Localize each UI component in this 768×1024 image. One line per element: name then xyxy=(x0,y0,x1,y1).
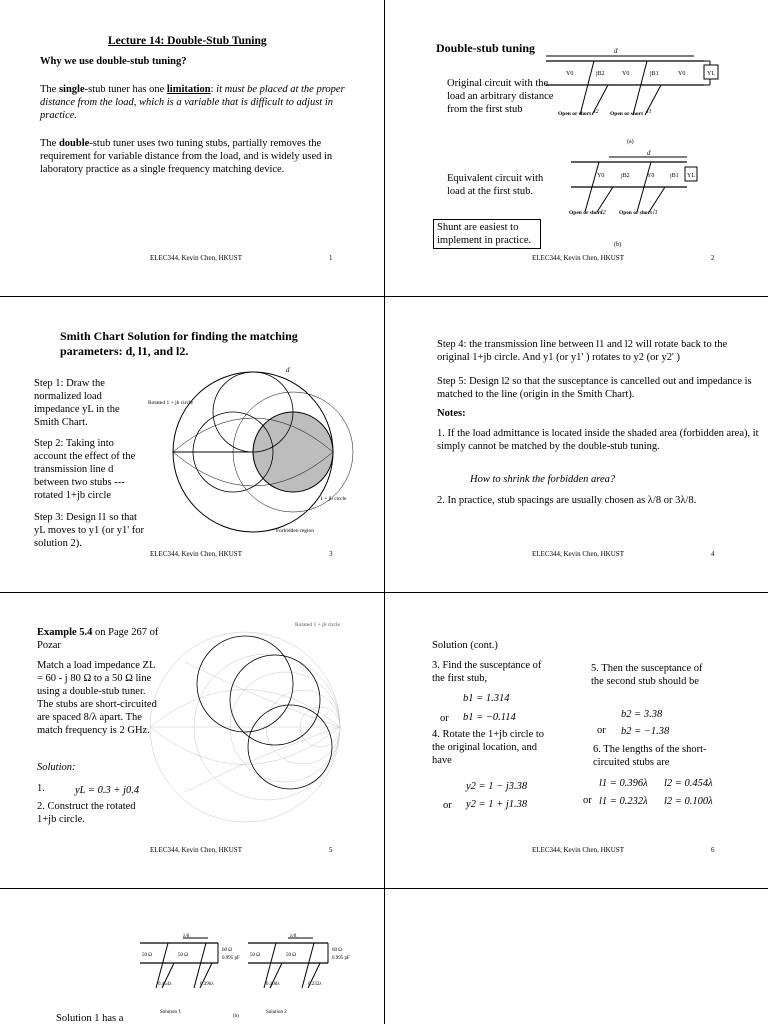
slide-title: Smith Chart Solution for finding the matching parameters: d, l1, and l2. xyxy=(60,329,298,358)
solution-1-label: Solution 1 xyxy=(160,1010,181,1015)
b2-value-a: b2 = 3.38 xyxy=(621,709,663,720)
slide-footer: ELEC344, Kevin Chen, HKUST xyxy=(150,846,242,854)
stub-1-line xyxy=(633,61,647,115)
paragraph-single-stub: The single-stub tuner has one limitation: it must be placed at the proper distance from the load, which is a variable that is difficult to adjust in practice. xyxy=(40,84,345,121)
d-label: d xyxy=(647,149,651,157)
slide-5 xyxy=(0,592,384,888)
smith-chart-diagram xyxy=(148,364,358,544)
slide-title: Double-stub tuning xyxy=(436,41,536,55)
paragraph-double-stub: The double-stub tuner uses two tuning stubs, partially removes the requirement for variable distance from the load, and is widely used in laboratory practice as a single frequency matching device. xyxy=(40,138,333,175)
question-text: How to shrink the forbidden area? xyxy=(470,474,616,485)
slide-7 xyxy=(0,888,384,1024)
circuit-diagram-a xyxy=(544,45,734,150)
l2-label: l2 xyxy=(594,109,599,115)
slide-2 xyxy=(384,0,768,296)
y0-label: Y0 xyxy=(566,71,574,77)
caption-b: (b) xyxy=(614,242,621,248)
d-label: d xyxy=(614,47,618,55)
caption-b: (b) xyxy=(233,1014,239,1019)
open-short-label: Open or short xyxy=(569,210,602,216)
solution-label: Solution: xyxy=(37,762,76,773)
rotated-circle-label: Rotated 1 + jb circle xyxy=(295,622,340,628)
l2-value-a: l2 = 0.454λ xyxy=(664,778,713,789)
l2-value-b: l2 = 0.100λ xyxy=(664,796,713,807)
slide-footer: ELEC344, Kevin Chen, HKUST xyxy=(532,846,624,854)
lambda-label: λ/8 xyxy=(183,934,190,939)
jb2-label: jB2 xyxy=(621,173,630,179)
l1-label: l1 xyxy=(647,109,652,115)
note-2-text: 2. In practice, stub spacings are usually chosen as λ/8 or 3λ/8. xyxy=(437,495,697,506)
open-short-label: Open or short xyxy=(610,111,643,117)
ohm-label: 60 Ω xyxy=(332,948,342,953)
text-original-circuit: Original circuit with the load an arbitrary distance from the first stub xyxy=(447,78,554,115)
y0-label: Y0 xyxy=(647,173,655,179)
rotated-circle-label: Rotated 1 + jb circle xyxy=(148,400,193,406)
step-2-text: 2. Construct the rotated 1+jb circle. xyxy=(37,801,136,825)
step-4-text: Step 4: the transmission line between l1 and l2 will rotate back to the original 1+jb circle. And y1 (or y1' ) rotates to y2 (or y2' ) xyxy=(437,339,728,363)
step-3-text: Step 3: Design l1 so that yL moves to y1 (or y1' for solution 2). xyxy=(34,512,144,549)
smith-chart-grid xyxy=(145,622,345,832)
ohm-label: 50 Ω xyxy=(178,953,188,958)
b1-value-b: b1 = −0.114 xyxy=(463,712,516,723)
forbidden-region-label: Forbidden region xyxy=(276,528,315,534)
note-1-text: 1. If the load admittance is located inside the shaded area (forbidden area), it simply cannot be matched by the double-stub tuning. xyxy=(437,428,759,452)
yl-label: YL xyxy=(707,71,715,77)
b2-value-b: b2 = −1.38 xyxy=(621,726,670,737)
slide-title: Lecture 14: Double-Stub Tuning xyxy=(108,35,267,47)
example-text: Example 5.4 on Page 267 of Pozar xyxy=(37,627,159,651)
y0-label: Y0 xyxy=(678,71,686,77)
slide-footer: ELEC344, Kevin Chen, HKUST xyxy=(532,254,624,262)
y2-value-a: y2 = 1 − j3.38 xyxy=(466,781,528,792)
open-short-label: Open or short xyxy=(558,111,591,117)
or-label: or xyxy=(583,795,592,806)
forbidden-region xyxy=(253,412,333,492)
step-2-text: Step 2: Taking into account the effect of the transmission line d between two stubs --- rotated 1+jb circle xyxy=(34,438,136,501)
problem-text: Match a load impedance ZL = 60 - j 80 Ω to a 50 Ω line using a double-stub tuner. The stubs are short-circuited are spaced 8/λ apart. The match frequency is 2 GHz. xyxy=(37,660,157,736)
solution-circuits-diagram xyxy=(138,933,373,1018)
slide-6 xyxy=(384,592,768,888)
ohm-label: 50 Ω xyxy=(250,953,260,958)
l1-value-a: l1 = 0.396λ xyxy=(599,778,648,789)
d-label: d xyxy=(286,366,290,374)
y2-value-b: y2 = 1 + j1.38 xyxy=(466,799,528,810)
jb1-label: jB1 xyxy=(650,71,659,77)
cap-label: 0.995 pF xyxy=(222,956,240,961)
caption-a: (a) xyxy=(627,139,634,145)
notes-heading: Notes: xyxy=(437,408,466,419)
open-short-label: Open or short xyxy=(619,210,652,216)
slide-footer: ELEC344, Kevin Chen, HKUST xyxy=(150,254,242,262)
circuit-diagram-b xyxy=(569,149,719,252)
or-label: or xyxy=(440,713,449,724)
page-number: 1 xyxy=(329,254,333,262)
yl-equation: yL = 0.3 + j0.4 xyxy=(75,785,140,796)
stub-2-line xyxy=(580,61,594,115)
step-3-text: 3. Find the susceptance of the first stub, xyxy=(432,660,542,684)
rotated-circle xyxy=(197,636,293,732)
l1-label: l1 xyxy=(653,210,658,216)
stub-length-label: 0.232λ xyxy=(308,982,322,987)
b1-value-a: b1 = 1.314 xyxy=(463,693,510,704)
text-equivalent-circuit: Equivalent circuit with load at the first stub. xyxy=(447,173,544,197)
slide-footer: ELEC344, Kevin Chen, HKUST xyxy=(532,550,624,558)
step-5-text: 5. Then the susceptance of the second stub should be xyxy=(591,663,703,687)
yl-label: YL xyxy=(687,173,695,179)
solution-1-text: Solution 1 has a xyxy=(56,1013,124,1024)
y0-label: Y0 xyxy=(622,71,630,77)
onejb-circle-label: 1 + jb circle xyxy=(320,496,347,502)
lambda-label: λ/8 xyxy=(290,934,297,939)
slide-footer: ELEC344, Kevin Chen, HKUST xyxy=(150,550,242,558)
or-label: or xyxy=(443,800,452,811)
page-number: 2 xyxy=(711,254,715,262)
step-4-text: 4. Rotate the 1+jb circle to the original location, and have xyxy=(432,729,545,766)
ohm-label: 50 Ω xyxy=(286,953,296,958)
solution-2-label: Solution 2 xyxy=(266,1010,287,1015)
slide-1 xyxy=(0,0,384,296)
stub-length-label: 0.396λ xyxy=(200,982,214,987)
stub-length-label: 0.454λ xyxy=(158,982,172,987)
l1-value-b: l1 = 0.232λ xyxy=(599,796,648,807)
y0-label: Y0 xyxy=(597,173,605,179)
step-1-number: 1. xyxy=(37,783,45,794)
or-label: or xyxy=(597,725,606,736)
step-6-text: 6. The lengths of the short-circuited stubs are xyxy=(593,744,707,768)
solution-heading: Solution (cont.) xyxy=(432,640,498,651)
note-box: Shunt are easiest to implement in practice. xyxy=(433,219,541,249)
page-number: 4 xyxy=(711,550,715,558)
l2-label: l2 xyxy=(601,210,606,216)
page-number: 5 xyxy=(329,846,333,854)
page-number: 6 xyxy=(711,846,715,854)
jb2-label: jB2 xyxy=(596,71,605,77)
ohm-label: 50 Ω xyxy=(142,953,152,958)
stub-length-label: 0.100λ xyxy=(266,982,280,987)
step-1-text: Step 1: Draw the normalized load impedance yL in the Smith Chart. xyxy=(34,378,120,428)
step-5-text: Step 5: Design l2 so that the susceptance is cancelled out and impedance is matched to the line (origin in the Smith Chart). xyxy=(437,376,752,400)
ohm-label: 60 Ω xyxy=(222,948,232,953)
slide-subtitle: Why we use double-stub tuning? xyxy=(40,56,187,67)
page-number: 3 xyxy=(329,550,333,558)
slide-3 xyxy=(0,296,384,592)
jb1-label: jB1 xyxy=(670,173,679,179)
slide-4 xyxy=(384,296,768,592)
cap-label: 0.995 pF xyxy=(332,956,350,961)
